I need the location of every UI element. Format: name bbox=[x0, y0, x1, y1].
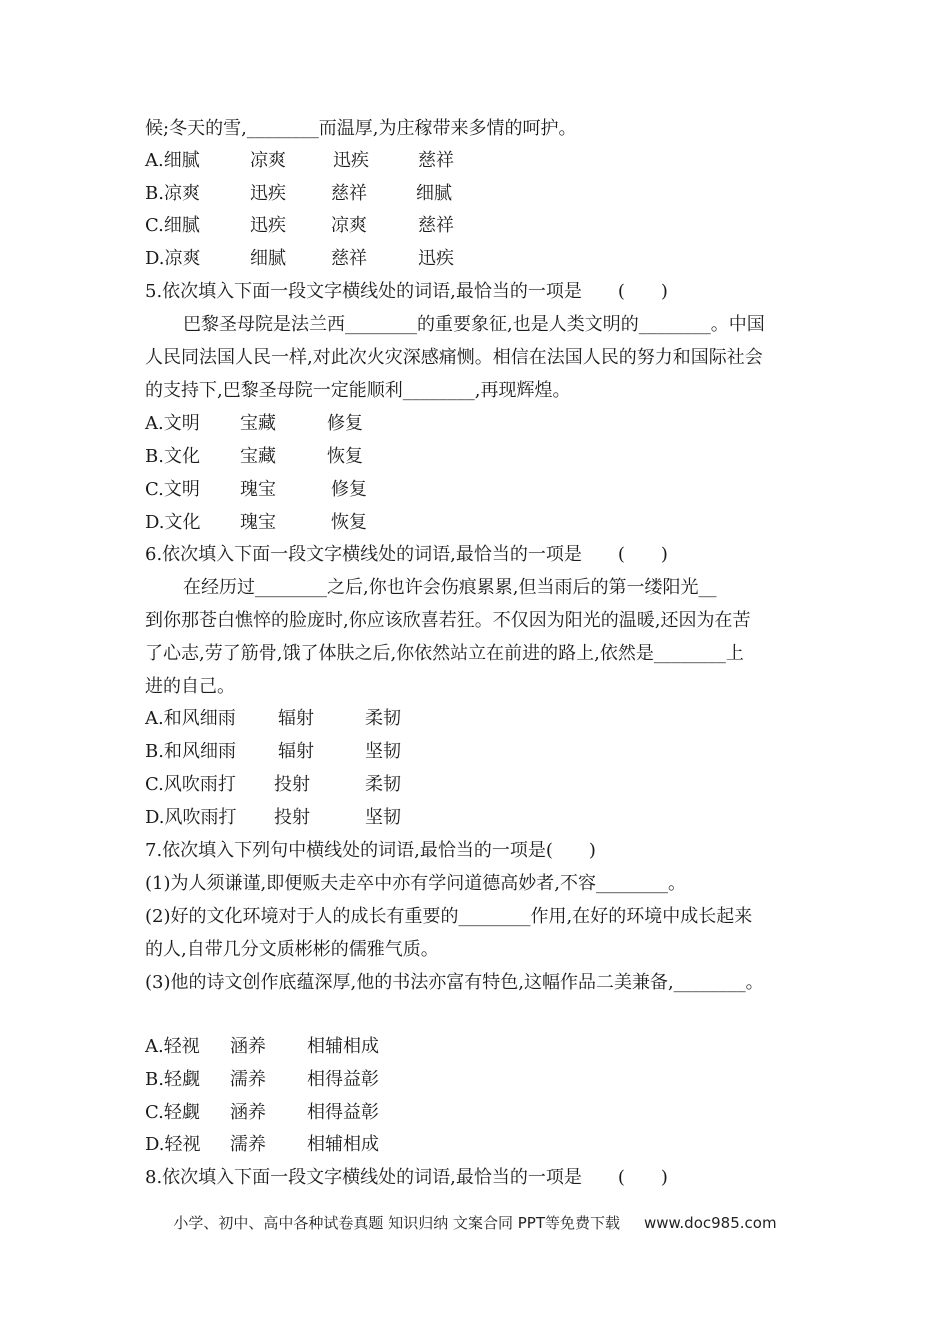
option-word: D.凉爽 bbox=[145, 248, 201, 269]
q6-option-a bbox=[145, 706, 401, 732]
page-footer bbox=[0, 1212, 950, 1233]
option-word: 涵养 bbox=[230, 1102, 266, 1123]
option-word: 修复 bbox=[327, 413, 363, 434]
q5-passage-line-1: 巴黎圣母院是法兰西________的重要象征,也是人类文明的________。中国 bbox=[183, 314, 765, 335]
option-word: 宝藏 bbox=[240, 446, 276, 467]
option-word: 凉爽 bbox=[331, 215, 367, 236]
q7-sentence-2-line-2: 的人,自带几分文质彬彬的儒雅气质。 bbox=[145, 939, 439, 960]
option-word: 恢复 bbox=[327, 446, 363, 467]
q7-sentence-1: (1)为人须谦谨,即便贩夫走卒中亦有学问道德高妙者,不容________。 bbox=[145, 873, 686, 894]
option-word: C.轻觑 bbox=[145, 1102, 200, 1123]
option-word: 修复 bbox=[331, 479, 367, 500]
q7-option-d bbox=[145, 1132, 379, 1158]
option-word: 慈祥 bbox=[418, 150, 454, 171]
option-word: A.和风细雨 bbox=[145, 708, 236, 729]
option-word: A.轻视 bbox=[145, 1036, 200, 1057]
option-word: 辐射 bbox=[278, 741, 314, 762]
q5-stem: 5.依次填入下面一段文字横线处的词语,最恰当的一项是 ( ) bbox=[145, 281, 668, 302]
option-word: B.轻觑 bbox=[145, 1069, 200, 1090]
option-word: 迅疾 bbox=[250, 215, 286, 236]
option-word: 濡养 bbox=[230, 1134, 266, 1155]
option-word: A.细腻 bbox=[145, 150, 200, 171]
q6-option-d bbox=[145, 805, 401, 831]
option-word: C.文明 bbox=[145, 479, 200, 500]
option-word: 投射 bbox=[274, 774, 310, 795]
option-word: 柔韧 bbox=[365, 708, 401, 729]
q5-option-b bbox=[145, 444, 363, 470]
option-word: 相辅相成 bbox=[307, 1134, 379, 1155]
q7-sentence-2-line-1: (2)好的文化环境对于人的成长有重要的________作用,在好的环境中成长起来 bbox=[145, 906, 753, 927]
q4-option-c bbox=[145, 213, 454, 239]
option-word: D.文化 bbox=[145, 512, 201, 533]
option-word: 涵养 bbox=[230, 1036, 266, 1057]
option-word: 慈祥 bbox=[418, 215, 454, 236]
q7-option-c bbox=[145, 1100, 379, 1126]
q5-option-c bbox=[145, 477, 367, 503]
option-word: B.和风细雨 bbox=[145, 741, 236, 762]
option-word: 相得益彰 bbox=[307, 1069, 379, 1090]
q6-passage-line-4: 进的自己。 bbox=[145, 676, 235, 697]
q5-passage-line-2: 人民同法国人民一样,对此次火灾深感痛恻。相信在法国人民的努力和国际社会 bbox=[145, 347, 763, 368]
q6-passage-line-1: 在经历过________之后,你也许会伤痕累累,但当雨后的第一缕阳光__ bbox=[183, 577, 717, 598]
q4-option-d bbox=[145, 246, 454, 272]
q4-option-b bbox=[145, 181, 452, 207]
option-word: 瑰宝 bbox=[240, 512, 276, 533]
option-word: 相得益彰 bbox=[307, 1102, 379, 1123]
option-word: 坚韧 bbox=[365, 807, 401, 828]
option-word: C.风吹雨打 bbox=[145, 774, 236, 795]
option-word: B.文化 bbox=[145, 446, 200, 467]
q6-passage-line-3: 了心志,劳了筋骨,饿了体肤之后,你依然站立在前进的路上,依然是________上 bbox=[145, 643, 744, 664]
option-word: 慈祥 bbox=[331, 248, 367, 269]
q4-option-a bbox=[145, 148, 454, 174]
q6-option-c bbox=[145, 772, 401, 798]
option-word: 坚韧 bbox=[365, 741, 401, 762]
option-word: 迅疾 bbox=[418, 248, 454, 269]
q7-sentence-3: (3)他的诗文创作底蕴深厚,他的书法亦富有特色,这幅作品二美兼备,________。 bbox=[145, 972, 764, 993]
option-word: A.文明 bbox=[145, 413, 200, 434]
q6-passage-line-2: 到你那苍白憔悴的脸庞时,你应该欣喜若狂。不仅因为阳光的温暖,还因为在苦 bbox=[145, 610, 751, 631]
option-word: 细腻 bbox=[416, 183, 452, 204]
option-word: C.细腻 bbox=[145, 215, 200, 236]
option-word: 辐射 bbox=[278, 708, 314, 729]
option-word: 凉爽 bbox=[250, 150, 286, 171]
q5-passage-line-3: 的支持下,巴黎圣母院一定能顺利________,再现辉煌。 bbox=[145, 380, 571, 401]
q8-stem: 8.依次填入下面一段文字横线处的词语,最恰当的一项是 ( ) bbox=[145, 1167, 668, 1188]
q7-stem: 7.依次填入下列句中横线处的词语,最恰当的一项是( ) bbox=[145, 840, 596, 861]
option-word: 细腻 bbox=[250, 248, 286, 269]
option-word: 投射 bbox=[274, 807, 310, 828]
q5-option-d bbox=[145, 510, 367, 536]
q7-option-b bbox=[145, 1067, 379, 1093]
option-word: 迅疾 bbox=[250, 183, 286, 204]
footer-text: 小学、初中、高中各种试卷真题 知识归纳 文案合同 PPT等免费下载 bbox=[173, 1214, 620, 1232]
option-word: D.轻视 bbox=[145, 1134, 201, 1155]
option-word: 宝藏 bbox=[240, 413, 276, 434]
option-word: B.凉爽 bbox=[145, 183, 200, 204]
option-word: 慈祥 bbox=[331, 183, 367, 204]
q4-stem-tail: 候;冬天的雪,________而温厚,为庄稼带来多情的呵护。 bbox=[145, 118, 577, 139]
option-word: 濡养 bbox=[230, 1069, 266, 1090]
q7-option-a bbox=[145, 1034, 379, 1060]
footer-url[interactable]: www.doc985.com bbox=[643, 1214, 777, 1232]
option-word: 瑰宝 bbox=[240, 479, 276, 500]
option-word: D.风吹雨打 bbox=[145, 807, 237, 828]
option-word: 迅疾 bbox=[333, 150, 369, 171]
option-word: 柔韧 bbox=[365, 774, 401, 795]
option-word: 恢复 bbox=[331, 512, 367, 533]
option-word: 相辅相成 bbox=[307, 1036, 379, 1057]
q6-stem: 6.依次填入下面一段文字横线处的词语,最恰当的一项是 ( ) bbox=[145, 544, 668, 565]
q6-option-b bbox=[145, 739, 401, 765]
q5-option-a bbox=[145, 411, 363, 437]
